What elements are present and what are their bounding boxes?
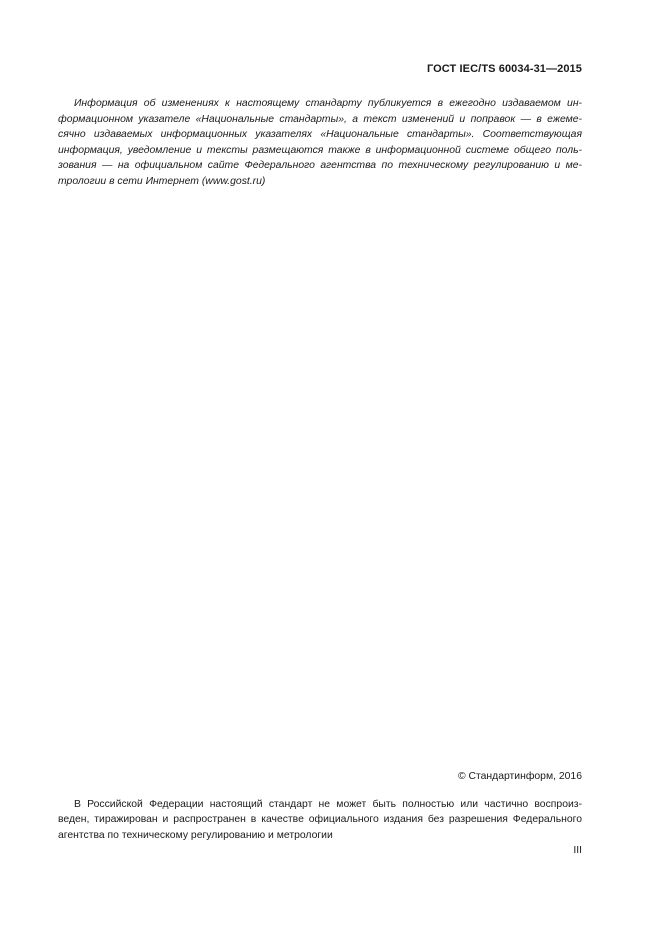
notice-line: агентства по техническому регулированию и метрологии xyxy=(58,829,333,841)
info-line: Информация об изменениях к настоящему стандарту публикуется в ежегодно издаваемом ин- xyxy=(74,98,582,109)
amendments-info-paragraph xyxy=(58,96,582,190)
info-line: информация, уведомление и тексты размещаются также в информационной системе общего поль- xyxy=(58,144,582,156)
copyright-notice: © Стандартинформ, 2016 xyxy=(457,771,582,782)
info-line: формационном указателе «Национальные стандарты», а текст изменений и поправок — в ежеме- xyxy=(58,113,582,125)
reproduction-notice-paragraph xyxy=(58,797,582,843)
info-line: трологии в сети Интернет (www.gost.ru) xyxy=(58,175,266,187)
page-number: III xyxy=(573,845,582,856)
notice-line: веден, тиражирован и распространен в качестве официального издания без разрешения Федерального xyxy=(58,814,582,826)
document-code-header: ГОСТ IEC/TS 60034-31—2015 xyxy=(426,63,582,75)
notice-line: В Российской Федерации настоящий стандарт не может быть полностью или частично воспроиз- xyxy=(74,799,582,810)
info-line: зования — на официальном сайте Федерального агентства по техническому регулированию и ме- xyxy=(58,160,582,172)
info-line: сячно издаваемых информационных указателях «Национальные стандарты». Соответствующая xyxy=(58,129,582,141)
